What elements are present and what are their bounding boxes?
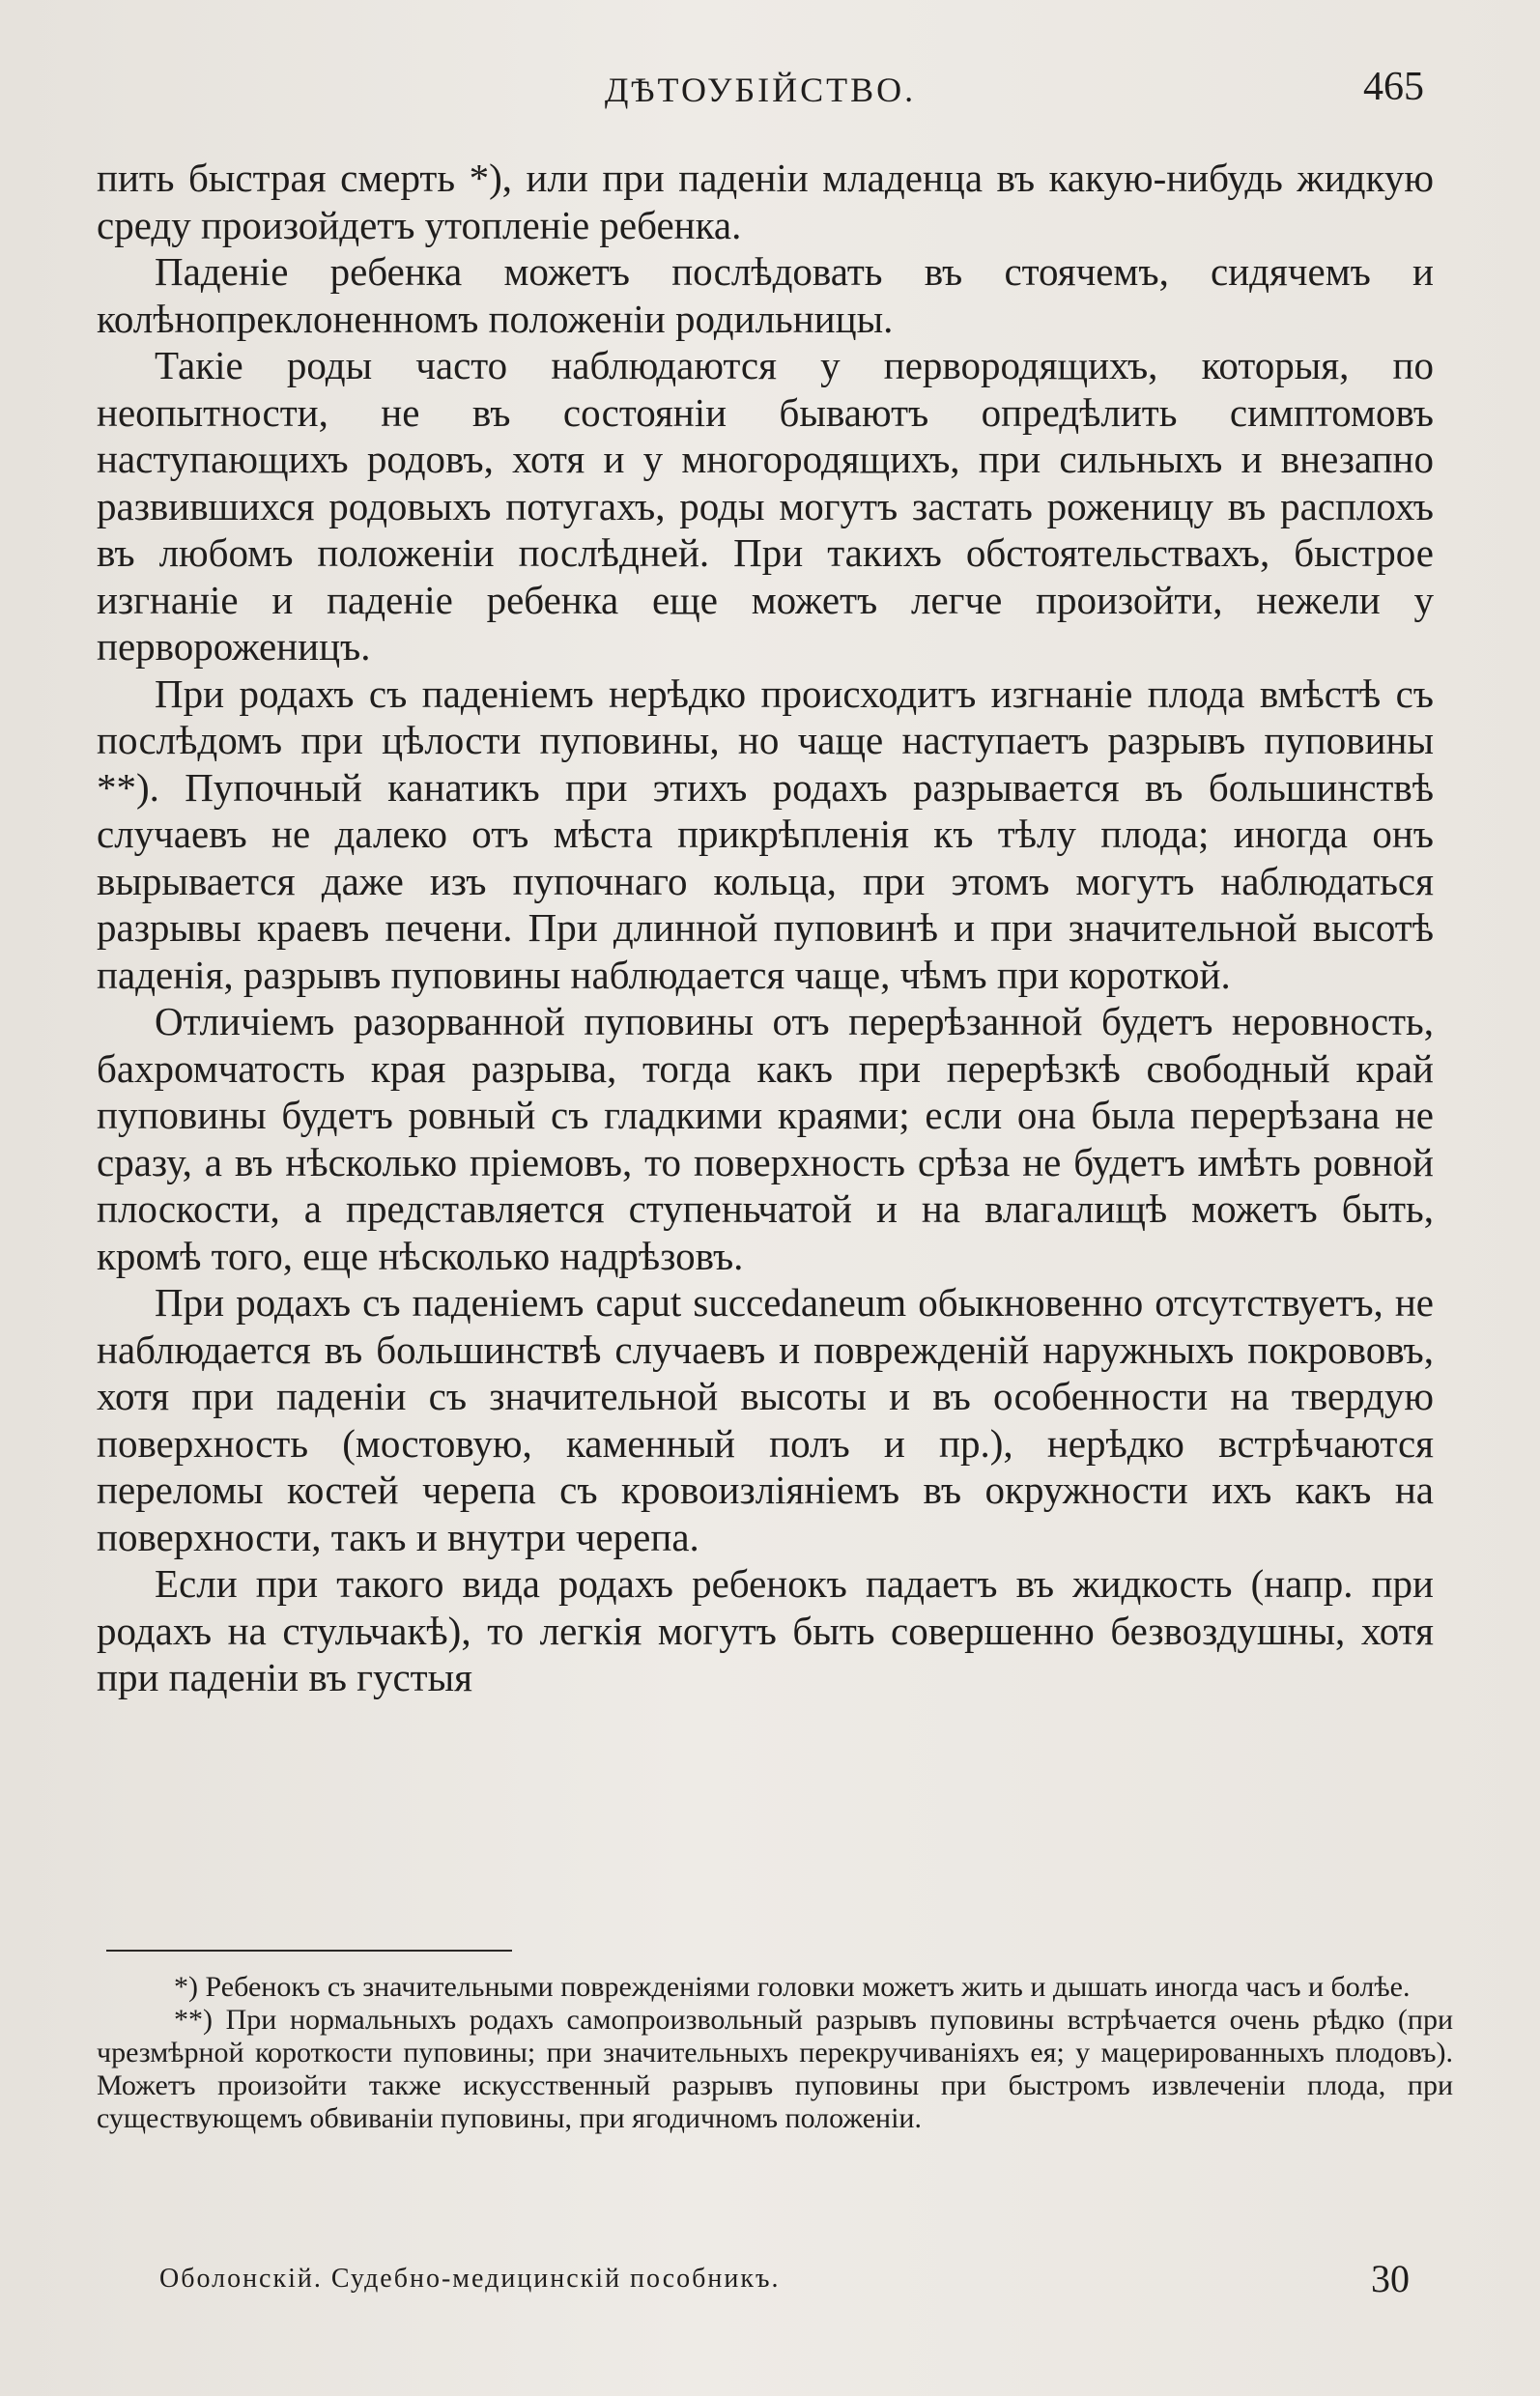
footnotes [97,1971,1453,2135]
paragraph: Такіе роды часто наблюдаются у первородящихъ, которыя, по неопытности, не въ состояніи бываютъ опредѣлить симптомовъ наступающихъ родовъ, хотя и у многородящихъ, при сильныхъ и внезапно развившихся родовыхъ потугахъ, роды могутъ застать роженицу въ расплохъ въ любомъ положеніи послѣдней. При такихъ обстоятельствахъ, быстрое изгнаніе и паденіе ребенка еще можетъ легче произойти, нежели у первороженицъ. [97,343,1434,669]
page-number: 465 [1363,65,1424,109]
page-header [97,65,1424,128]
page-footer [159,2256,1410,2304]
paragraph: Паденіе ребенка можетъ послѣдовать въ стоячемъ, сидячемъ и колѣнопреклоненномъ положеніи родильницы. [97,249,1434,341]
book-title-footer: Оболонскій. Судебно-медицинскій пособникъ. [159,2264,781,2294]
paragraph: При родахъ съ паденіемъ нерѣдко происходитъ изгнаніе плода вмѣстѣ съ послѣдомъ при цѣлости пуповины, но чаще наступаетъ разрывъ пуповины **). Пупочный канатикъ при этихъ родахъ разрывается въ большинствѣ случаевъ не далеко отъ мѣста прикрѣпленія къ тѣлу плода; иногда онъ вырывается даже изъ пупочнаго кольца, при этомъ могутъ наблюдаться разрывы краевъ печени. При длинной пуповинѣ и при значительной высотѣ паденія, разрывъ пуповины наблюдается чаще, чѣмъ при короткой. [97,670,1434,997]
footnote-2: **) При нормальныхъ родахъ самопроизвольный разрывъ пуповины встрѣчается очень рѣдко (при чрезмѣрной короткости пуповины; при значительныхъ перекручиваніяхъ ея; у мацерированныхъ плодовъ). Можетъ произойти также искусственный разрывъ пуповины при быстромъ извлеченіи плода, при существующемъ обвиваніи пуповины, при ягодичномъ положеніи. [97,2004,1453,2134]
footnote-1: *) Ребенокъ съ значительными поврежденіями головки можетъ жить и дышать иногда часъ и болѣе. [174,1971,1411,2003]
signature-mark: 30 [1371,2257,1410,2300]
paragraph: При родахъ съ паденіемъ caput succedaneum обыкновенно отсутствуетъ, не наблюдается въ большинствѣ случаевъ и поврежденій наружныхъ покрововъ, хотя при паденіи съ значительной высоты и въ особенности на твердую поверхность (мостовую, каменный полъ и пр.), нерѣдко встрѣчаются переломы костей черепа съ кровоизліяніемъ въ окружности ихъ какъ на поверхности, такъ и внутри черепа. [97,1280,1434,1559]
footnote-divider [106,1950,512,1952]
paragraph: Отличіемъ разорванной пуповины отъ перерѣзанной будетъ неровность, бахромчатость края разрыва, тогда какъ при перерѣзкѣ свободный край пуповины будетъ ровный съ гладкими краями; если она была перерѣзана не сразу, а въ нѣсколько пріемовъ, то поверхность срѣза не будетъ имѣть ровной плоскости, а представляется ступеньчатой и на влагалищѣ можетъ быть, кромѣ того, еще нѣсколько надрѣзовъ. [97,999,1434,1278]
main-text [97,155,1434,1701]
paragraph: Если при такого вида родахъ ребенокъ падаетъ въ жидкость (напр. при родахъ на стульчакѣ), то легкія могутъ быть совершенно безвоздушны, хотя при паденіи въ густыя [97,1561,1434,1699]
running-title: ДѢТОУБІЙСТВО. [604,71,917,109]
paragraph-continued: пить быстрая смерть *), или при паденіи младенца въ какую-нибудь жидкую среду произойдетъ утопленіе ребенка. [97,156,1434,247]
